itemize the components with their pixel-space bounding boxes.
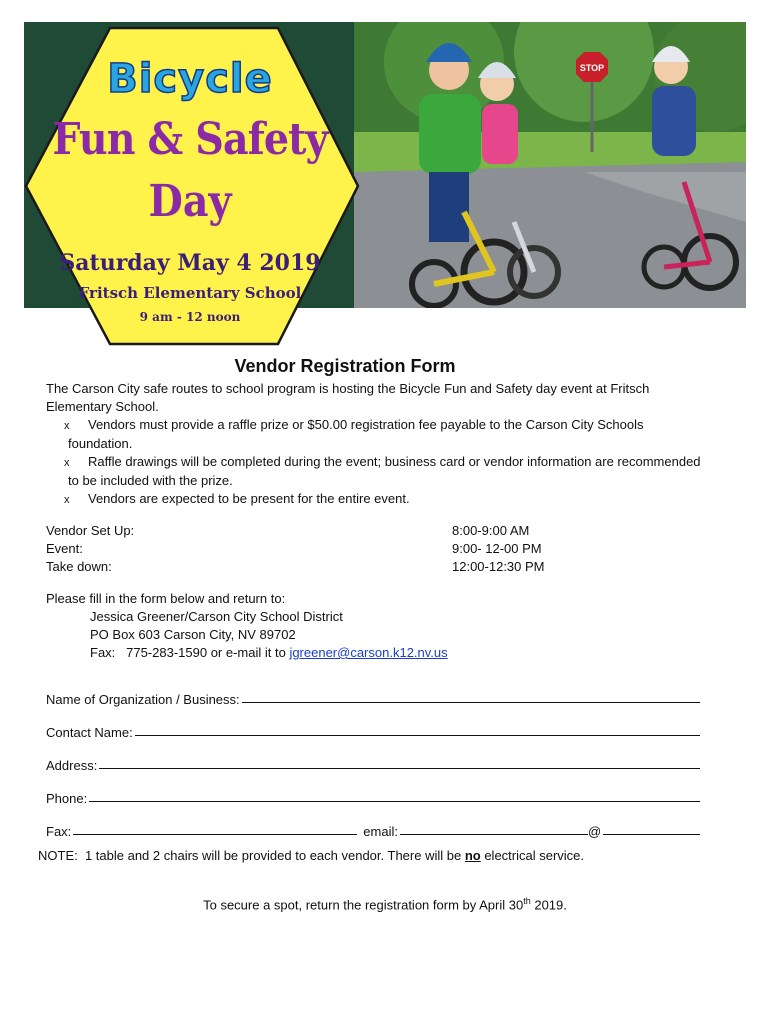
deadline-superscript: th <box>523 896 531 906</box>
email-domain-input-line[interactable] <box>603 833 700 835</box>
deadline-text <box>0 896 770 912</box>
schedule-row <box>46 540 566 558</box>
return-intro: Please fill in the form below and return to: <box>46 591 286 606</box>
bullet-marker: x <box>64 494 70 506</box>
deadline-before: To secure a spot, return the registration form by April 30 <box>203 897 524 913</box>
return-fax-line <box>46 644 646 662</box>
note-emphasis: no <box>464 848 481 863</box>
organization-input-line[interactable] <box>242 701 700 703</box>
schedule-time: 12:00-12:30 PM <box>452 559 545 574</box>
contact-input-line[interactable] <box>135 734 700 736</box>
schedule-time: 9:00- 12-00 PM <box>452 541 542 556</box>
requirement-text: Raffle drawings will be completed during the event; business card or vendor information are recommended to be included with the prize. <box>68 454 701 488</box>
schedule-label: Take down: <box>46 559 112 574</box>
schedule-table <box>46 522 566 576</box>
requirement-text: Vendors must provide a raffle prize or $50.00 registration fee payable to the Carson City Schools foundation. <box>68 417 644 451</box>
form-title: Vendor Registration Form <box>234 356 456 376</box>
return-fax: Fax: 775-283-1590 or e-mail it to <box>90 645 290 660</box>
banner-date: Saturday May 4 2019 <box>59 250 321 276</box>
schedule-row <box>46 522 566 540</box>
field-label: Contact Name: <box>46 725 133 740</box>
note-text <box>38 848 738 863</box>
requirements-list <box>64 416 708 509</box>
field-label: Phone: <box>46 791 88 806</box>
phone-field[interactable] <box>46 773 700 806</box>
registration-fields <box>46 674 700 839</box>
address-field[interactable] <box>46 740 700 773</box>
list-item <box>64 453 708 490</box>
address-input-line[interactable] <box>99 767 700 769</box>
organization-field[interactable] <box>46 674 700 707</box>
return-name: Jessica Greener/Carson City School District <box>90 609 343 624</box>
deadline-after: 2019. <box>530 897 567 913</box>
bullet-marker: x <box>64 457 70 469</box>
field-label: Address: <box>46 758 98 773</box>
at-sign: @ <box>587 824 602 839</box>
email-link[interactable]: jgreener@carson.k12.nv.us <box>289 645 448 660</box>
fax-input-line[interactable] <box>73 833 357 835</box>
field-label: Name of Organization / Business: <box>46 692 240 707</box>
schedule-row <box>46 558 566 576</box>
list-item <box>64 490 708 509</box>
contact-field[interactable] <box>46 707 700 740</box>
return-address: PO Box 603 Carson City, NV 89702 <box>90 627 296 642</box>
schedule-label: Event: <box>46 541 83 556</box>
email-input-line[interactable] <box>400 833 588 835</box>
phone-input-line[interactable] <box>89 800 700 802</box>
requirement-text: Vendors are expected to be present for the entire event. <box>88 491 410 506</box>
note-after: electrical service. <box>480 848 585 863</box>
field-label: email: <box>363 824 398 839</box>
stop-sign-label: STOP <box>579 63 605 73</box>
note-before: NOTE: 1 table and 2 chairs will be provided to each vendor. There will be <box>38 848 465 863</box>
intro-paragraph: The Carson City safe routes to school program is hosting the Bicycle Fun and Safety day event at Fritsch Elementary School. <box>46 381 650 414</box>
fax-email-field[interactable] <box>46 806 700 839</box>
bullet-marker: x <box>64 420 70 432</box>
schedule-time: 8:00-9:00 AM <box>452 523 530 538</box>
banner-school: Fritsch Elementary School <box>78 284 302 302</box>
hexagon-text <box>20 26 360 346</box>
banner-title-fun-safety: Fun & Safety <box>52 114 328 165</box>
return-instructions <box>46 590 646 662</box>
field-label: Fax: <box>46 824 72 839</box>
schedule-label: Vendor Set Up: <box>46 523 135 538</box>
list-item <box>64 416 708 453</box>
banner-title-day: Day <box>148 176 232 227</box>
banner-title-bicycle: Bicycle <box>107 56 273 102</box>
banner-time: 9 am - 12 noon <box>139 310 241 324</box>
